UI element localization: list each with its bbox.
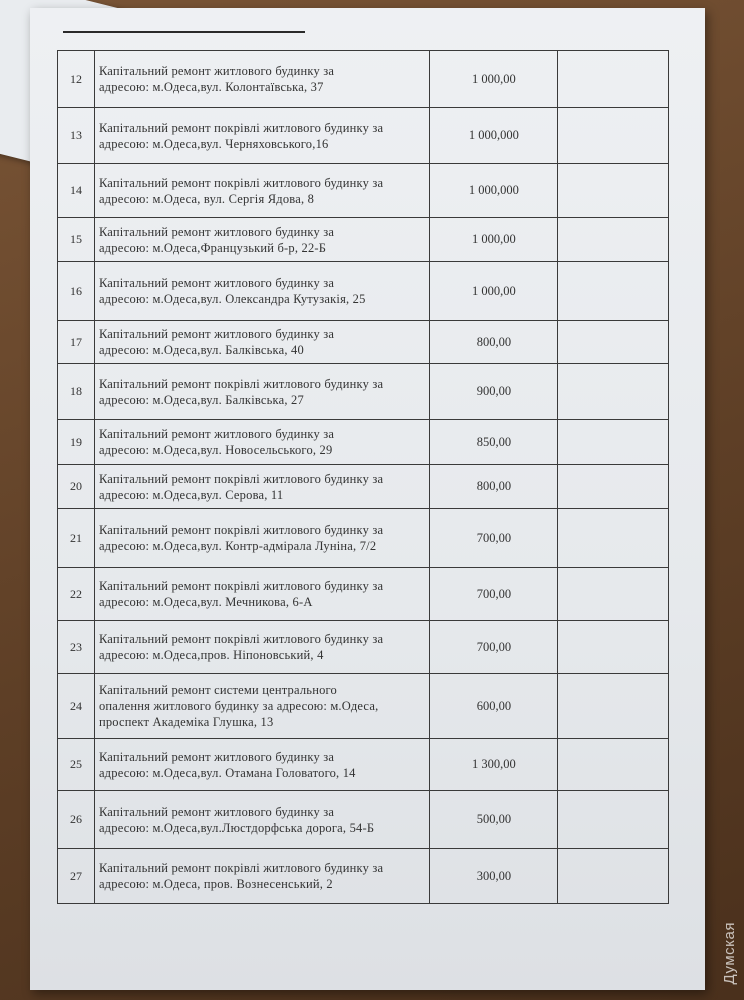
empty-cell: [558, 465, 669, 509]
description-line: адресою: м.Одеса, вул. Сергія Ядова, 8: [98, 191, 315, 206]
amount-value: 1 000,00: [430, 262, 558, 321]
empty-cell: [558, 51, 669, 108]
document-page: [30, 8, 705, 990]
row-number: 13: [58, 108, 95, 164]
empty-cell: [558, 262, 669, 321]
table-row: [58, 509, 669, 568]
row-number: 20: [58, 465, 95, 509]
work-description: [94, 621, 430, 674]
empty-cell: [558, 218, 669, 262]
amount-value: 700,00: [430, 509, 558, 568]
amount-value: 1 000,00: [430, 218, 558, 262]
table-row: [58, 218, 669, 262]
empty-cell: [558, 509, 669, 568]
empty-cell: [558, 621, 669, 674]
empty-cell: [558, 674, 669, 739]
table-row: [58, 321, 669, 364]
description-line: адресою: м.Одеса,Французький б-р, 22-Б: [98, 240, 327, 255]
description-line: Капітальний ремонт покрівлі житлового будинку за: [98, 471, 384, 486]
row-number: 18: [58, 364, 95, 420]
description-line: Капітальний ремонт покрівлі житлового будинку за: [98, 579, 384, 593]
description-line: адресою: м.Одеса,вул. Новосельського, 29: [98, 443, 333, 457]
table-row: [58, 364, 669, 420]
table-row: [58, 739, 669, 791]
table-row: [58, 568, 669, 621]
row-number: 14: [58, 164, 95, 218]
table-row: [58, 465, 669, 509]
empty-cell: [558, 849, 669, 904]
description-line: адресою: м.Одеса,вул.Люстдорфська дорога, 54-Б: [98, 820, 375, 835]
description-line: Капітальний ремонт покрівлі житлового будинку за: [98, 376, 384, 391]
work-description: [94, 739, 430, 791]
work-description: [94, 509, 430, 568]
row-number: 23: [58, 621, 95, 674]
empty-cell: [558, 108, 669, 164]
amount-value: 850,00: [430, 420, 558, 465]
amount-value: 1 000,000: [430, 108, 558, 164]
amount-value: 1 000,000: [430, 164, 558, 218]
work-description: [94, 568, 430, 621]
description-line: Капітальний ремонт покрівлі житлового будинку за: [98, 861, 384, 875]
row-number: 27: [58, 849, 95, 904]
work-description: [94, 51, 430, 108]
description-line: Капітальний ремонт житлового будинку за: [98, 276, 335, 290]
amount-value: 300,00: [430, 849, 558, 904]
row-number: 25: [58, 739, 95, 791]
amount-value: 800,00: [430, 321, 558, 364]
amount-value: 800,00: [430, 465, 558, 509]
amount-value: 1 300,00: [430, 739, 558, 791]
row-number: 21: [58, 509, 95, 568]
table-row: [58, 849, 669, 904]
description-line: Капітальний ремонт житлового будинку за: [98, 804, 335, 819]
table-row: [58, 674, 669, 739]
table-row: [58, 51, 669, 108]
work-description: [94, 465, 430, 509]
row-number: 26: [58, 791, 95, 849]
description-line: адресою: м.Одеса, пров. Вознесенський, 2: [98, 877, 333, 891]
description-line: проспект Академіка Глушка, 13: [98, 715, 274, 729]
description-line: Капітальний ремонт житлового будинку за: [98, 749, 335, 764]
watermark-text: Думская: [721, 921, 738, 984]
amount-value: 1 000,00: [430, 51, 558, 108]
description-line: Капітальний ремонт системи центрального: [98, 683, 338, 697]
description-line: адресою: м.Одеса,вул. Олександра Кутузакія, 25: [98, 292, 366, 306]
amount-value: 700,00: [430, 621, 558, 674]
table-row: [58, 621, 669, 674]
table-row: [58, 262, 669, 321]
description-line: адресою: м.Одеса,вул. Балківська, 27: [98, 392, 304, 407]
row-number: 15: [58, 218, 95, 262]
row-number: 17: [58, 321, 95, 364]
row-number: 16: [58, 262, 95, 321]
work-description: [94, 321, 430, 364]
empty-cell: [558, 791, 669, 849]
description-line: Капітальний ремонт покрівлі житлового будинку за: [98, 120, 384, 135]
work-description: [94, 262, 430, 321]
description-line: опалення житлового будинку за адресою: м.Одеса,: [98, 699, 379, 713]
row-number: 19: [58, 420, 95, 465]
description-line: Капітальний ремонт покрівлі житлового будинку за: [98, 632, 384, 646]
table-body: [58, 51, 669, 904]
table-row: [58, 420, 669, 465]
work-description: [94, 164, 430, 218]
empty-cell: [558, 420, 669, 465]
table-row: [58, 791, 669, 849]
amount-value: 600,00: [430, 674, 558, 739]
description-line: адресою: м.Одеса,вул. Балківська, 40: [98, 343, 304, 357]
empty-cell: [558, 321, 669, 364]
description-line: адресою: м.Одеса,пров. Ніпоновський, 4: [98, 648, 324, 662]
amount-value: 700,00: [430, 568, 558, 621]
amount-value: 500,00: [430, 791, 558, 849]
row-number: 24: [58, 674, 95, 739]
row-number: 22: [58, 568, 95, 621]
description-line: Капітальний ремонт житлового будинку за: [98, 224, 335, 239]
description-line: Капітальний ремонт житлового будинку за: [98, 327, 335, 341]
empty-cell: [558, 364, 669, 420]
empty-cell: [558, 739, 669, 791]
description-line: Капітальний ремонт покрівлі житлового будинку за: [98, 523, 384, 537]
table-row: [58, 164, 669, 218]
work-description: [94, 674, 430, 739]
empty-cell: [558, 164, 669, 218]
header-rule: [63, 31, 305, 33]
work-description: [94, 218, 430, 262]
description-line: адресою: м.Одеса,вул. Контр-адмірала Луніна, 7/2: [98, 539, 377, 553]
work-description: [94, 791, 430, 849]
description-line: Капітальний ремонт покрівлі житлового будинку за: [98, 175, 384, 190]
work-description: [94, 108, 430, 164]
amount-value: 900,00: [430, 364, 558, 420]
description-line: адресою: м.Одеса,вул. Колонтаївська, 37: [98, 80, 324, 94]
table-row: [58, 108, 669, 164]
repair-works-table: [57, 50, 669, 904]
work-description: [94, 420, 430, 465]
description-line: адресою: м.Одеса,вул. Мечникова, 6-А: [98, 595, 313, 609]
empty-cell: [558, 568, 669, 621]
work-description: [94, 364, 430, 420]
description-line: Капітальний ремонт житлового будинку за: [98, 64, 335, 78]
description-line: адресою: м.Одеса,вул. Отамана Головатого, 14: [98, 765, 356, 780]
description-line: адресою: м.Одеса,вул. Серова, 11: [98, 487, 284, 502]
description-line: Капітальний ремонт житлового будинку за: [98, 427, 335, 441]
work-description: [94, 849, 430, 904]
description-line: адресою: м.Одеса,вул. Черняховського,16: [98, 136, 329, 151]
row-number: 12: [58, 51, 95, 108]
